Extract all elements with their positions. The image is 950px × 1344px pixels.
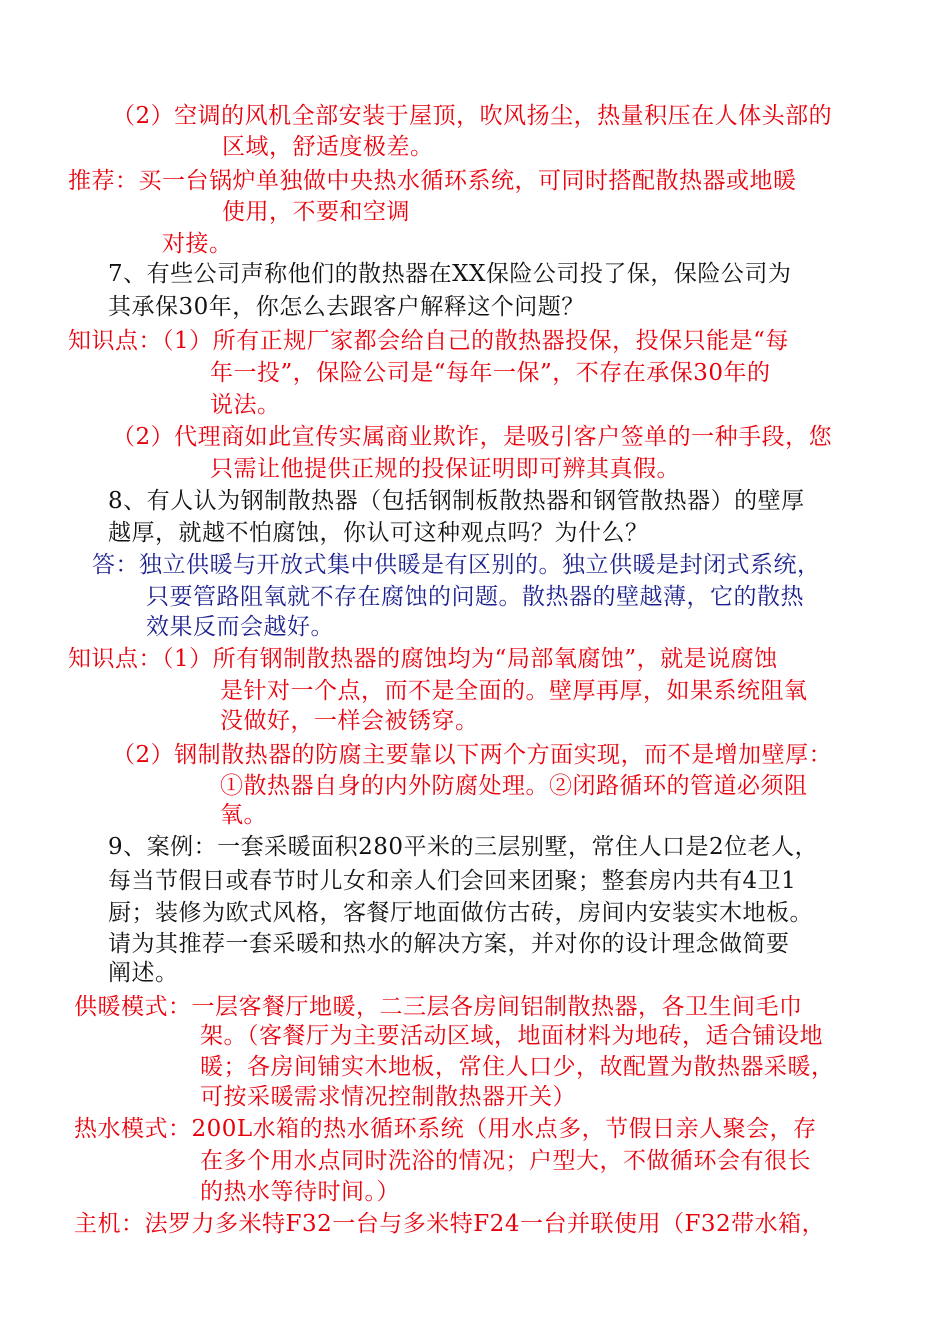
answer-line: 效果反而会越好。 xyxy=(146,614,334,640)
text-line: 的热水等待时间。） xyxy=(200,1179,400,1205)
text-line: 是针对一个点，而不是全面的。壁厚再厚，如果系统阻氧 xyxy=(220,678,808,704)
question-line: 8、有人认为钢制散热器（包括钢制板散热器和钢管散热器）的壁厚 xyxy=(108,488,805,514)
question-line: 9、案例：一套采暖面积280平米的三层别墅，常住人口是2位老人， xyxy=(108,834,819,860)
text-line: 使用，不要和空调 xyxy=(222,199,410,225)
answer-line: 答：独立供暖与开放式集中供暖是有区别的。独立供暖是封闭式系统， xyxy=(92,552,821,578)
text-line: 可按采暖需求情况控制散热器开关） xyxy=(200,1084,576,1110)
question-line: 每当节假日或春节时儿女和亲人们会回来团聚；整套房内共有4卫1 xyxy=(108,868,797,894)
question-line: 其承保30年，你怎么去跟客户解释这个问题？ xyxy=(108,294,585,320)
question-line: 7、有些公司声称他们的散热器在XX保险公司投了保，保险公司为 xyxy=(108,261,792,287)
question-line: 请为其推荐一套采暖和热水的解决方案，并对你的设计理念做简要 xyxy=(108,931,790,957)
text-line: 区域，舒适度极差。 xyxy=(222,134,434,160)
text-line: 供暖模式：一层客餐厅地暖，二三层各房间铝制散热器，各卫生间毛巾 xyxy=(74,994,803,1020)
text-line: 知识点：（1）所有钢制散热器的腐蚀均为“局部氧腐蚀”，就是说腐蚀 xyxy=(68,646,778,672)
text-line: 主机：法罗力多米特F32一台与多米特F24一台并联使用（F32带水箱， xyxy=(74,1211,826,1237)
text-line: （2）代理商如此宣传实属商业欺诈，是吸引客户签单的一种手段，您 xyxy=(112,424,833,450)
text-line: 推荐：买一台锅炉单独做中央热水循环系统，可同时搭配散热器或地暖 xyxy=(68,168,797,194)
text-line: 对接。 xyxy=(162,231,233,257)
text-line: 没做好，一样会被锈穿。 xyxy=(220,708,479,734)
text-line: 在多个用水点同时洗浴的情况；户型大，不做循环会有很长 xyxy=(200,1148,811,1174)
text-line: 氧。 xyxy=(220,802,267,828)
text-line: 年一投”，保险公司是“每年一保”，不存在承保30年的 xyxy=(210,360,771,386)
text-line: 架。（客餐厅为主要活动区域，地面材料为地砖，适合铺设地 xyxy=(200,1023,823,1049)
text-line: 只需让他提供正规的投保证明即可辨其真假。 xyxy=(210,456,680,482)
text-line: （2）钢制散热器的防腐主要靠以下两个方面实现，而不是增加壁厚： xyxy=(112,742,833,768)
text-line: 暖；各房间铺实木地板，常住人口少，故配置为散热器采暖， xyxy=(200,1054,835,1080)
text-line: 说法。 xyxy=(210,392,281,418)
text-line: 热水模式：200L水箱的热水循环系统（用水点多，节假日亲人聚会，存 xyxy=(74,1116,817,1142)
text-line: ①散热器自身的内外防腐处理。②闭路循环的管道必须阻 xyxy=(220,773,808,799)
answer-line: 只要管路阻氧就不存在腐蚀的问题。散热器的壁越薄，它的散热 xyxy=(146,584,804,610)
question-line: 越厚，就越不怕腐蚀，你认可这种观点吗？为什么？ xyxy=(108,520,649,546)
question-line: 阐述。 xyxy=(108,960,179,986)
text-line: 知识点：（1）所有正规厂家都会给自己的散热器投保，投保只能是“每 xyxy=(68,328,789,354)
text-line: （2）空调的风机全部安装于屋顶，吹风扬尘，热量积压在人体头部的 xyxy=(112,103,833,129)
question-line: 厨；装修为欧式风格，客餐厅地面做仿古砖，房间内安装实木地板。 xyxy=(108,900,813,926)
